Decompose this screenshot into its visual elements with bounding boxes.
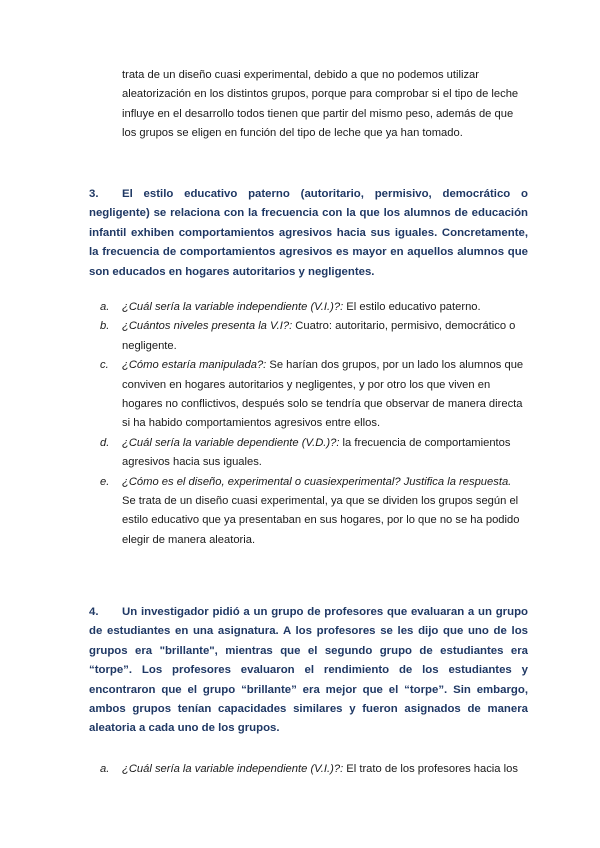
item-letter: b. [100, 320, 110, 333]
question-3-text: El estilo educativo paterno (autoritario, permisivo, democrático o negligente) se relaciona con la frecuencia con la que los alumnos de educación infantil exhiben comportamientos agresivos hacia sus iguales. Concretamente, la frecuencia de comportamientos agresivos es mayor en aquellos alumnos que son educados en hogares autoritarios y negligentes. [89, 188, 528, 278]
item-letter: d. [100, 436, 110, 449]
question-3-answers [100, 298, 528, 550]
item-question: ¿Cuál sería la variable dependiente (V.D.)?: [122, 436, 340, 449]
question-4-answers [100, 760, 528, 779]
item-letter: c. [100, 359, 109, 372]
question-4-text: Un investigador pidió a un grupo de profesores que evaluaran a un grupo de estudiantes en una asignatura. A los profesores se les dijo que uno de los grupos era "brillante", mientras que el segundo grupo de estudiantes era “torpe”. Los profesores evaluaron el rendimiento de los estudiantes y encontraron que el grupo “brillante” era mejor que el “torpe”. Sin embargo, ambos grupos tenían capacidades similares y fueron asignados de manera aleatoria a cada uno de los grupos. [89, 606, 528, 735]
item-question: ¿Cuál sería la variable independiente (V.I.)?: [122, 763, 344, 775]
answer-item-e [100, 473, 528, 551]
item-answer: Se trata de un diseño cuasi experimental, ya que se dividen los grupos según el estilo educativo que ya presentaban en sus hogares, por lo que no se ha podido elegir de manera aleatoria. [122, 495, 520, 546]
item-answer: El estilo educativo paterno. [343, 301, 481, 313]
item-answer: Se harían dos grupos, por un lado los alumnos que conviven en hogares autoritarios y negligentes, y por otro los que viven en hogares no conflictivos, después solo se tendría que observar de manera directa si ha habido comportamientos agresivos entre ellos. [122, 359, 524, 430]
question-3-number: 3. [89, 188, 99, 200]
item-question: ¿Cuántos niveles presenta la V.I?: [122, 320, 293, 333]
item-question: ¿Cómo estaría manipulada?: [122, 359, 267, 372]
item-answer: Cuatro: autoritario, permisivo, democrático o negligente. [122, 320, 516, 352]
answer-item-a [100, 760, 528, 779]
item-letter: a. [100, 301, 110, 313]
question-4-number: 4. [89, 606, 99, 618]
item-question: ¿Cuál sería la variable independiente (V.I.)?: [122, 301, 344, 313]
intro-paragraph: trata de un diseño cuasi experimental, debido a que no podemos utilizar aleatorización en los distintos grupos, porque para comprobar si el tipo de leche influye en el desarrollo todos tienen que partir del mismo peso, además de que los grupos se eligen en función del tipo de leche que ya han tomado. [122, 69, 519, 140]
answer-item-d [100, 434, 528, 473]
item-answer: El trato de los profesores hacia los [343, 763, 518, 775]
answer-item-b [100, 317, 528, 356]
question-3 [89, 185, 528, 282]
item-question: ¿Cómo es el diseño, experimental o cuasiexperimental? Justifica la respuesta. [122, 475, 512, 488]
answer-item-a [100, 298, 528, 317]
question-4 [89, 603, 528, 739]
item-letter: e. [100, 475, 110, 488]
item-letter: a. [100, 763, 110, 775]
item-answer: la frecuencia de comportamientos agresivos hacia sus iguales. [122, 436, 511, 469]
answer-item-c [100, 356, 528, 434]
